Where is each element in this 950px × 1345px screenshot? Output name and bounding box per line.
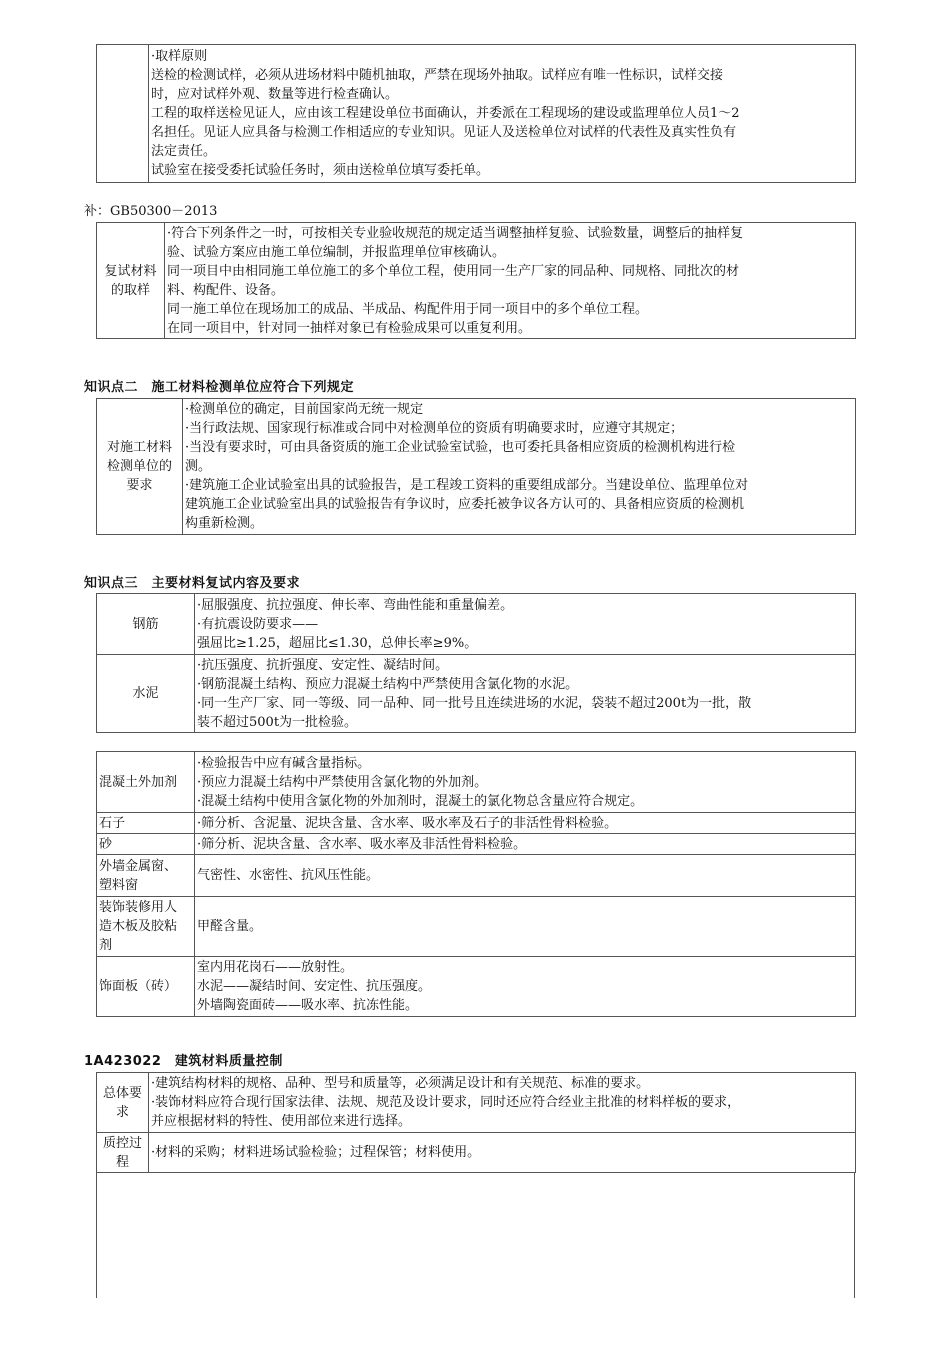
control-label: 质控过 程 (97, 1133, 149, 1173)
material-label: 装饰装修用人 造木板及胶粘 剂 (97, 897, 195, 957)
table-row (97, 834, 856, 855)
text-line: ·符合下列条件之一时，可按相关专业验收规范的规定适当调整抽样复验、试验数量，调整后的抽样复 (167, 225, 744, 241)
point2-row-label: 对施工材料 检测单位的 要求 (97, 399, 183, 535)
text-line: 法定责任。 (151, 144, 217, 159)
table-row (97, 813, 856, 834)
supplement-table (96, 222, 856, 339)
material-label: 砂 (97, 834, 195, 855)
material-content: 甲醛含量。 (195, 897, 856, 957)
materials-table (96, 751, 856, 1017)
point2-content-cell (183, 399, 856, 535)
table-row (97, 855, 856, 897)
text-line: 建筑施工企业试验室出具的试验报告有争议时，应委托被争议各方认可的、具备相应资质的检测机 (185, 497, 745, 512)
material-label: 石子 (97, 813, 195, 834)
point2-heading: 知识点二 施工材料检测单位应符合下列规定 (84, 380, 355, 395)
text-line: 同一项目中由相同施工单位施工的多个单位工程，使用同一生产厂家的同品种、同规格、同批次的材 (167, 263, 740, 279)
text-line: ·当没有要求时，可由具备资质的施工企业试验室试验，也可委托具备相应资质的检测机构进行检 (185, 440, 736, 455)
supplement-row-label: 复试材料 的取样 (97, 223, 165, 339)
material-label: 混凝土外加剂 (97, 752, 195, 813)
table-row (97, 655, 856, 733)
section-1a-heading: 1A423022 建筑材料质量控制 (84, 1054, 283, 1069)
text-line: 名担任。见证人应具备与检测工作相适应的专业知识。见证人及送检单位对试样的代表性及真实性负有 (151, 125, 737, 140)
material-content: ·筛分析、含泥量、泥块含量、含水率、吸水率及石子的非活性骨料检验。 (195, 813, 856, 834)
material-content: 室内用花岗石——放射性。 水泥——凝结时间、安定性、抗压强度。 外墙陶瓷面砖——吸水率、抗冻性能。 (195, 957, 856, 1017)
material-content: ·检验报告中应有碱含量指标。 ·预应力混凝土结构中严禁使用含氯化物的外加剂。 ·混凝土结构中使用含氯化物的外加剂时，混凝土的氯化物总含量应符合规定。 (195, 752, 856, 813)
point3-heading: 知识点三 主要材料复试内容及要求 (84, 576, 301, 591)
supplement-content-cell (165, 223, 856, 339)
section-1a-table (96, 1072, 856, 1173)
table-row (97, 752, 856, 813)
table-row (97, 957, 856, 1017)
text-line: 验、试验方案应由施工单位编制，并报监理单位审核确认。 (167, 244, 506, 260)
text-line: 工程的取样送检见证人，应由该工程建设单位书面确认，并委派在工程现场的建设或监理单位人员1～2 (151, 106, 740, 121)
text-line: 送检的检测试样，必须从进场材料中随机抽取，严禁在现场外抽取。试样应有唯一性标识，试样交接 (151, 68, 724, 83)
table-row (97, 1073, 856, 1133)
text-line: ·取样原则 (151, 49, 208, 64)
text-line: 试验室在接受委托试验任务时，须由送检单位填写委托单。 (151, 163, 490, 178)
text-line: ·检测单位的确定，目前国家尚无统一规定 (185, 402, 424, 417)
text-line: 构重新检测。 (185, 516, 264, 531)
material-label: 水泥 (97, 655, 195, 733)
material-label: 钢筋 (97, 594, 195, 655)
control-content: ·建筑结构材料的规格、品种、型号和质量等，必须满足设计和有关规范、标准的要求。 ·装饰材料应符合现行国家法律、法规、规范及设计要求，同时还应符合经业主批准的材料样板的要求， 并应根据材料的特性、使用部位来进行选择。 (149, 1073, 856, 1133)
text-line: 料、构配件、设备。 (167, 282, 285, 298)
table-row (97, 897, 856, 957)
text-line: 在同一项目中，针对同一抽样对象已有检验成果可以重复利用。 (167, 320, 532, 336)
material-label: 外墙金属窗、 塑料窗 (97, 855, 195, 897)
text-line: 测。 (185, 459, 212, 474)
text-line: ·建筑施工企业试验室出具的试验报告，是工程竣工资料的重要组成部分。当建设单位、监理单位对 (185, 478, 749, 493)
table-row (97, 594, 856, 655)
material-label: 饰面板（砖） (97, 957, 195, 1017)
control-label: 总体要 求 (97, 1073, 149, 1133)
material-content: ·筛分析、泥块含量、含水率、吸水率及非活性骨料检验。 (195, 834, 856, 855)
text-line: ·当行政法规、国家现行标准或合同中对检测单位的资质有明确要求时，应遵守其规定； (185, 421, 684, 436)
text-line: 时，应对试样外观、数量等进行检查确认。 (151, 87, 399, 102)
continuation-area (96, 1172, 855, 1298)
sampling-label-cell (97, 45, 149, 183)
text-line: 同一施工单位在现场加工的成品、半成品、构配件用于同一项目中的多个单位工程。 (167, 301, 649, 317)
supplement-label: 补：GB50300－2013 (84, 204, 218, 219)
material-content: ·抗压强度、抗折强度、安定性、凝结时间。 ·钢筋混凝土结构、预应力混凝土结构中严禁使用含氯化物的水泥。 ·同一生产厂家、同一等级、同一品种、同一批号且连续进场的水泥，袋装不超过200t为一批，散 装不超过500t为一批检验。 (195, 655, 856, 733)
point2-table (96, 398, 856, 535)
sampling-content-cell (149, 45, 856, 183)
table-row (97, 1133, 856, 1173)
point3-table (96, 593, 856, 733)
material-content: ·屈服强度、抗拉强度、伸长率、弯曲性能和重量偏差。 ·有抗震设防要求—— 强屈比≥1.25，超屈比≤1.30，总伸长率≥9%。 (195, 594, 856, 655)
control-content: ·材料的采购；材料进场试验检验；过程保管；材料使用。 (149, 1133, 856, 1173)
sampling-table (96, 44, 856, 183)
material-content: 气密性、水密性、抗风压性能。 (195, 855, 856, 897)
